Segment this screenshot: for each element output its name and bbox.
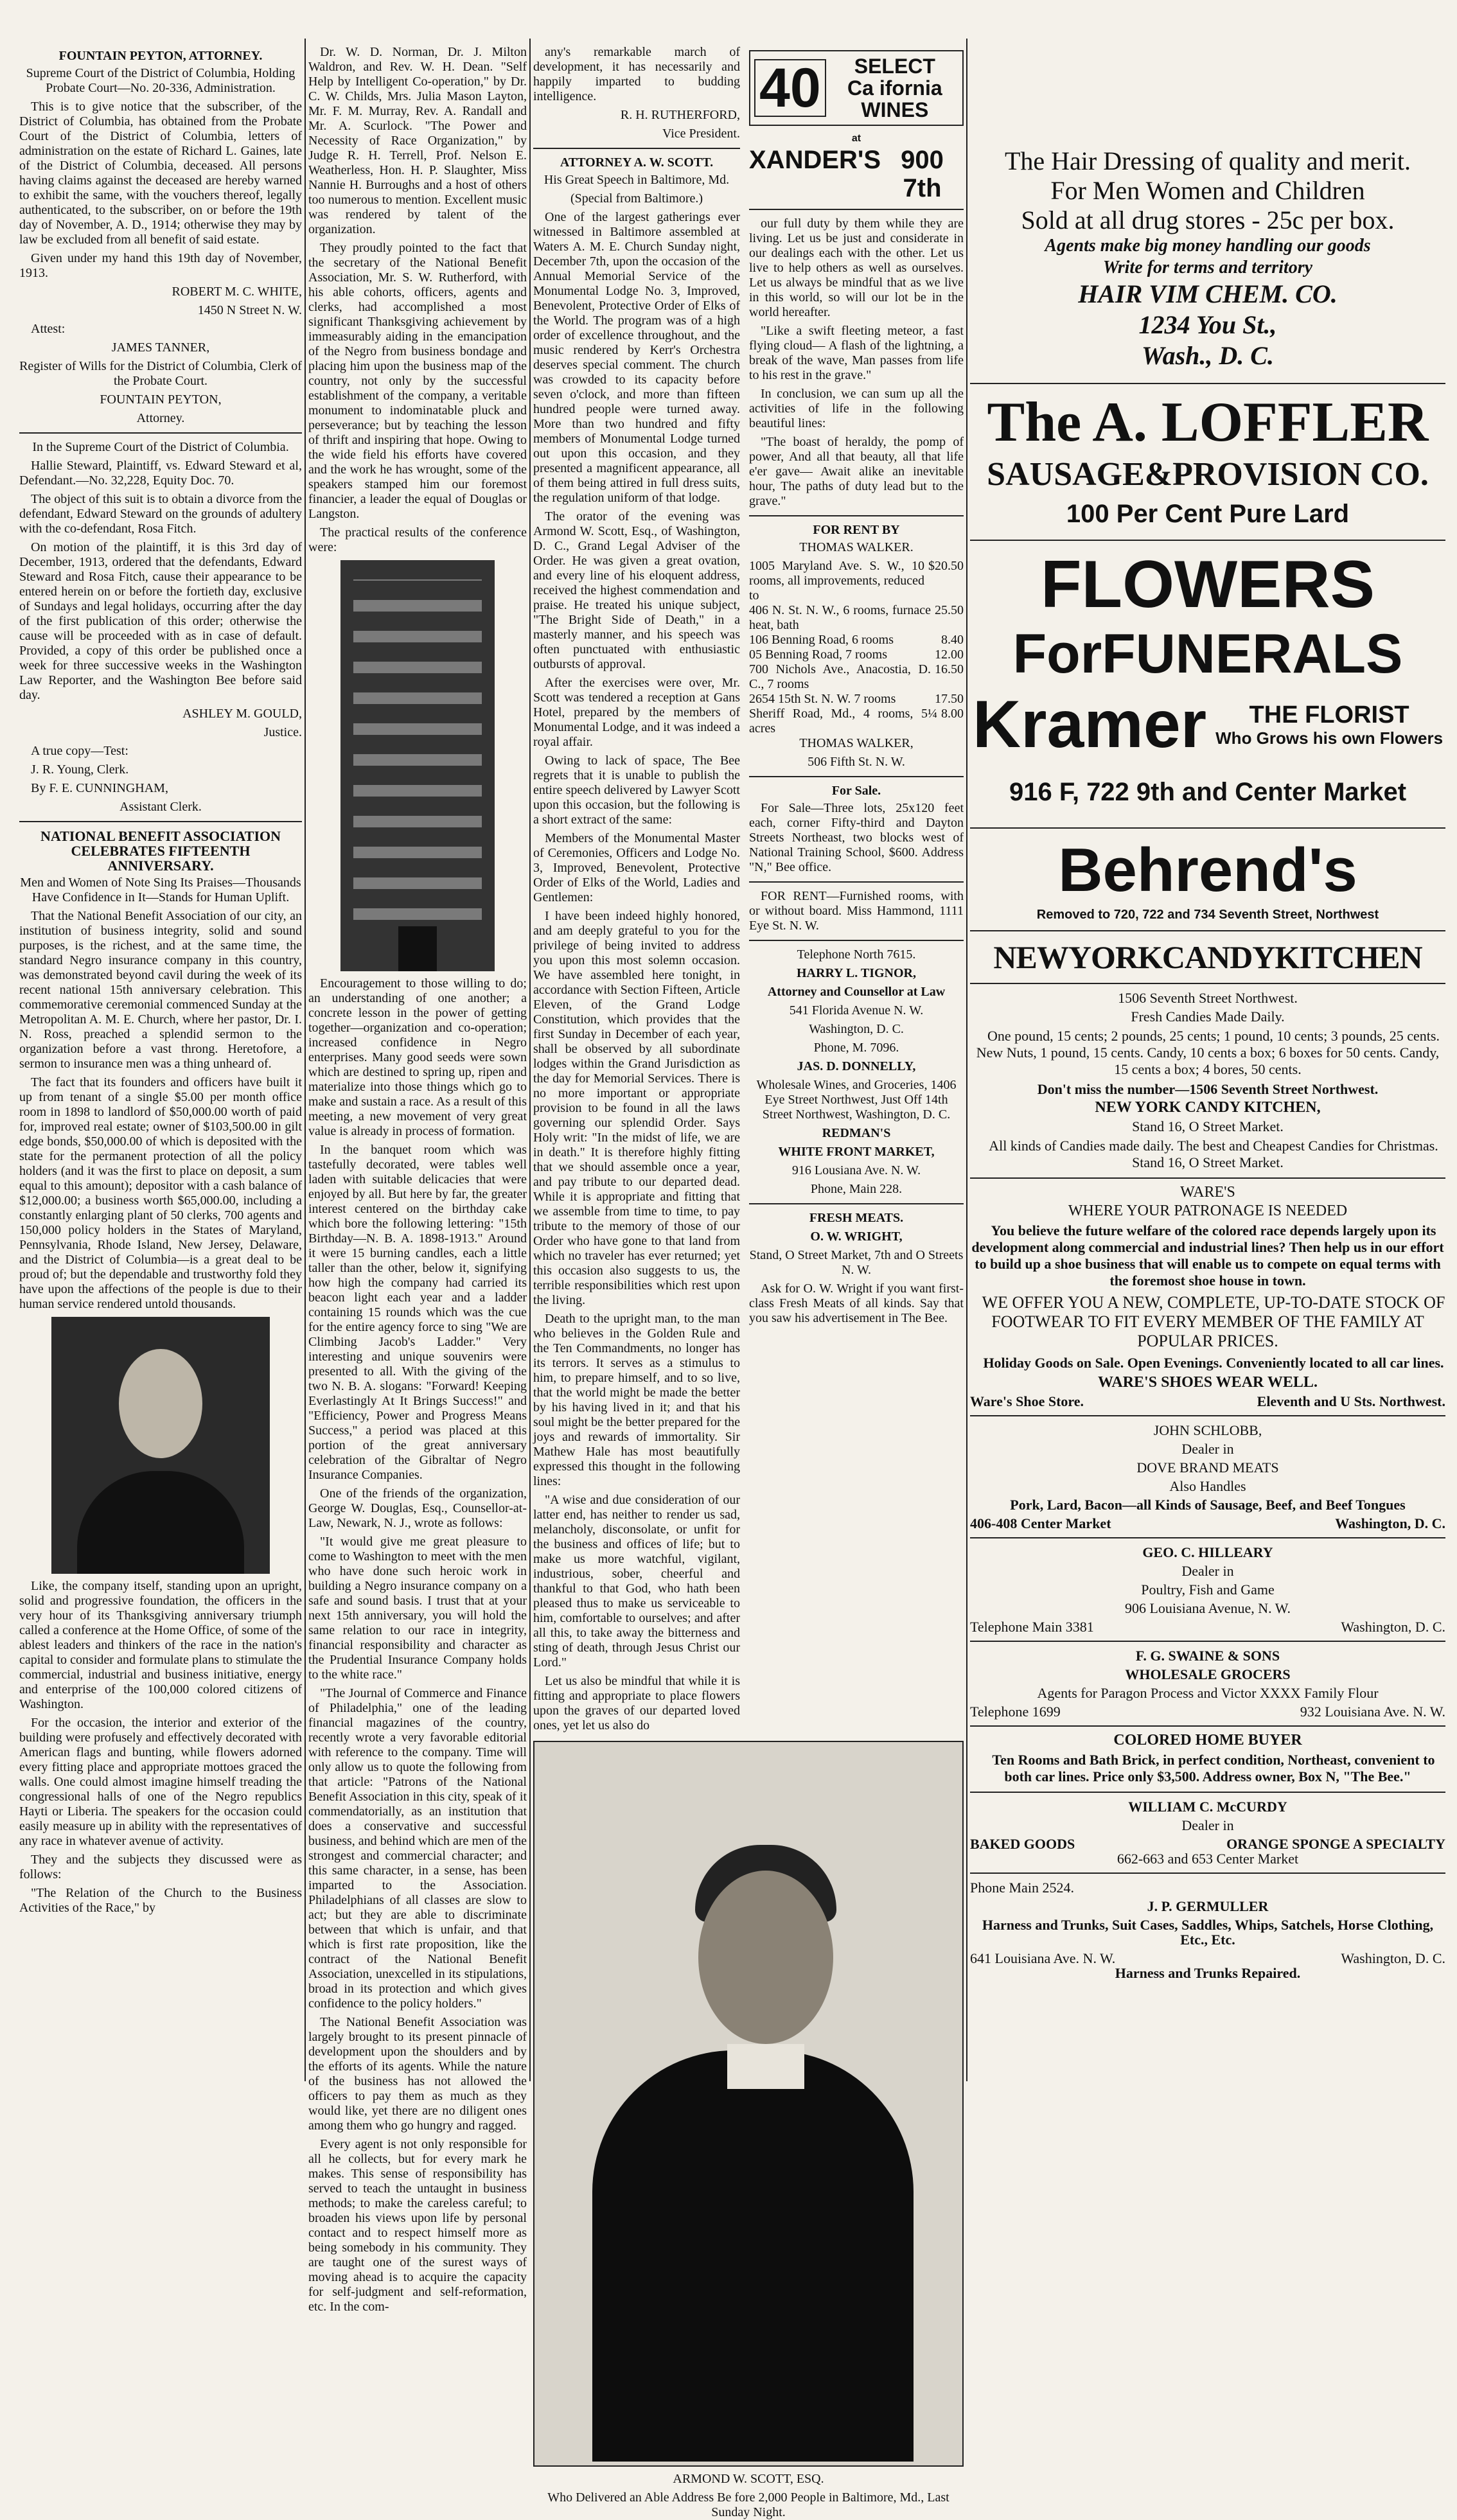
divider (970, 827, 1445, 829)
article-paragraph: They and the subjects they discussed were as follows: (19, 1853, 302, 1881)
wares-title: WARE'S (1180, 1184, 1235, 1201)
clerk-name: J. R. Young, Clerk. (31, 762, 129, 777)
attorney-name: FOUNTAIN PEYTON, (100, 392, 222, 407)
article-paragraph: For the occasion, the interior and exterior of the building were profusely and effectively decorated with American flags and bunting, while flowers adorned every fitting place and appropriate mottoes graced the walls. One could almost imagine himself treading the congressional halls of one of the Negro republics Hayti or Liberia. The speakers for the occasion could easily measure up in ability with the representatives of any race in whatever avenue of activity. (19, 1716, 302, 1848)
wares-holiday: Holiday Goods on Sale. Open Evenings. Conveniently located to all car lines. (983, 1355, 1444, 1371)
justice-name: ASHLEY M. GOULD, (182, 707, 302, 721)
wares-subtitle: WHERE YOUR PATRONAGE IS NEEDED (1068, 1203, 1348, 1219)
tignor-phone: Phone, M. 7096. (813, 1041, 899, 1055)
kramer-address: 916 F, 722 9th and Center Market (1009, 778, 1407, 806)
article-paragraph: "The Relation of the Church to the Business Activities of the Race," by (19, 1886, 302, 1915)
wine-ad-line: Ca ifornia (847, 76, 942, 100)
divider (533, 148, 740, 149)
article-paragraph: The National Benefit Association was largely brought to its present pinnacle of development upon the shoulders and by the efforts of its agents. While the nature of the business has not allowed the officers to pay them as much as they would like, yet there are no diligent ones among them who go hungry and ragged. (308, 2015, 527, 2133)
article-headline: NATIONAL BENEFIT ASSOCIATION CELEBRATES FIFTEENTH ANNIVERSARY. (40, 828, 281, 874)
rent-item (749, 559, 964, 603)
hair-ad-address: 1234 You St., (1138, 310, 1277, 339)
wine-ad (749, 50, 964, 126)
hair-ad-line: For Men Women and Children (1050, 176, 1365, 205)
tignor-city: Washington, D. C. (809, 1022, 904, 1036)
wares-store: Ware's Shoe Store. (970, 1393, 1084, 1409)
rent-landlord: THOMAS WALKER. (799, 540, 914, 554)
article-paragraph: One of the friends of the organization, George W. Douglas, Esq., Counsellor-at-Law, Newark, N. J., wrote as follows: (308, 1486, 527, 1530)
photo-caption-name: ARMOND W. SCOTT, ESQ. (673, 2472, 824, 2486)
rent-item-price: 25.50 (935, 603, 964, 617)
divider (970, 1725, 1445, 1727)
article-paragraph: Owing to lack of space, The Bee regrets that it is unable to publish the entire speech delivered by Lawyer Scott upon this occasion, but the following is a short extract of the same: (533, 753, 740, 827)
tignor-name: HARRY L. TIGNOR, (797, 966, 916, 980)
hilleary-telephone: Telephone Main 3381 (970, 1619, 1094, 1635)
mccurdy-special: ORANGE SPONGE A SPECIALTY (1226, 1836, 1445, 1852)
rent-item-price: 12.00 (935, 648, 964, 662)
candy-fresh: Fresh Candies Made Daily. (1131, 1009, 1285, 1025)
sale-heading: For Sale. (831, 784, 881, 798)
divider (970, 930, 1445, 931)
swaine-name: F. G. SWAINE & SONS (1135, 1648, 1280, 1664)
portrait-photo (51, 1317, 270, 1574)
florist-block (1215, 701, 1443, 748)
divider (970, 1415, 1445, 1416)
rent-item-text: 106 Benning Road, 6 rooms (749, 633, 894, 647)
rent-heading: FOR RENT BY (813, 523, 900, 537)
swaine-telephone: Telephone 1699 (970, 1704, 1061, 1720)
vp-name: R. H. RUTHERFORD, (620, 108, 740, 122)
attest-label: Attest: (31, 322, 66, 336)
divider (970, 1872, 1445, 1874)
column-3-upper (533, 45, 964, 1737)
column-rule (305, 39, 306, 2081)
flowers-title: FLOWERS (1041, 547, 1375, 622)
rent-item-text: 2654 15th St. N. W. 7 rooms (749, 692, 896, 706)
rent-item-price: 17.50 (935, 692, 964, 706)
redman-title: WHITE FRONT MARKET, (778, 1145, 935, 1159)
candy-address: 1506 Seventh Street Northwest. (1118, 990, 1298, 1006)
funerals-title: ForFUNERALS (1012, 623, 1403, 685)
mccurdy-address: 662-663 and 653 Center Market (1117, 1851, 1299, 1867)
mccurdy-goods: BAKED GOODS (970, 1836, 1075, 1852)
article-paragraph: Like, the company itself, standing upon an upright, solid and progressive foundation, the officers in the very hour of its Thanksgiving anniversary triumph called a conference at the Home Office, of some of the ablest leaders and thinkers of the race in the nation's capital to consider and formulate plans to stimulate the commercial, industrial and business initiative, energy and enterprise of the 100,000 colored citizens of Washington. (19, 1579, 302, 1711)
tignor-telephone: Telephone North 7615. (797, 947, 916, 962)
divider (970, 540, 1445, 541)
hilleary-address: 906 Louisiana Avenue, N. W. (1124, 1600, 1291, 1616)
legal-body: This is to give notice that the subscriber, of the District of Columbia, has obtained from the Probate Court of the District of Columbia, letters of administration on the estate of Richard L. Gaines, late of the District of Columbia, deceased. All persons having claims against the deceased are hereby warned to exhibit the same, with the vouchers thereof, legally authenticated, to the subscriber, on or before the 19th day of November, A. D., 1914; otherwise they may by law be excluded from all benefit of said estate. (19, 100, 302, 247)
sale-body: For Sale—Three lots, 25x120 feet each, corner Fifty-third and Dayton Streets Northeast, two blocks west of National Training School, $600. Address "N," Bee office. (749, 801, 964, 874)
meats-heading: FRESH MEATS. (809, 1211, 904, 1225)
schlobb-name: JOHN SCHLOBB, (1153, 1422, 1262, 1438)
attorney-title: Attorney. (136, 411, 185, 425)
furnished-rooms: FOR RENT—Furnished rooms, with or without board. Miss Hammond, 1111 Eye St. N. W. (749, 889, 964, 933)
germuller-city: Washington, D. C. (1341, 1950, 1445, 1966)
article-paragraph: In conclusion, we can sum up all the activities of life in the following beautiful lines: (749, 387, 964, 430)
building-illustration (340, 560, 495, 971)
germuller-body: Harness and Trunks, Suit Cases, Saddles, Whips, Satchels, Horse Clothing, Etc., Etc. (982, 1917, 1434, 1948)
hilleary-footer (970, 1619, 1445, 1634)
divider (19, 821, 302, 822)
swaine-title: WHOLESALE GROCERS (1125, 1666, 1291, 1682)
building-windows (353, 579, 482, 939)
divider (19, 432, 302, 434)
rent-item-text: 1005 Maryland Ave. S. W., 10 rooms, all improvements, reduced to (749, 559, 924, 603)
article-paragraph: They proudly pointed to the fact that the secretary of the National Benefit Association, Mr. S. W. Rutherford, with his able cohorts, officers, agents and clerks, had accomplished a most significant Thanksgiving achievement by immeasurably aiding in the emancipation of the Negro from business bondage and placing him upon the business map of the country, not only by the successful establishment of the company, a veritable monument to indominatable pluck and perseverance; but by teaching the lesson of thrift and inspiring that hope. Owing to the wide field his efforts have covered and the work he has wrought, some of the speakers stamped him our foremost financier, a leader the equal of Douglas or Langston. (308, 241, 527, 521)
divider (970, 383, 1445, 384)
mccurdy-name: WILLIAM C. McCURDY (1128, 1799, 1287, 1815)
wine-store-address: 900 7th (901, 146, 944, 202)
article-headline: ATTORNEY A. W. SCOTT. (560, 155, 714, 170)
candy-number: Don't miss the number—1506 Seventh Street Northwest. (1037, 1081, 1379, 1097)
column-2 (308, 45, 527, 2314)
legal-address: 1450 N Street N. W. (197, 303, 302, 317)
true-copy: A true copy—Test: (31, 744, 128, 758)
rent-item-price: 8.00 (941, 707, 964, 721)
rent-item (749, 633, 964, 648)
article-paragraph: The practical results of the conference were: (308, 525, 527, 554)
article-paragraph: After the exercises were over, Mr. Scott was tendered a reception at Gans Hotel, prepared by the members of Monumental Lodge, and it was indeed a royal affair. (533, 676, 740, 749)
loffler-title: The A. LOFFLER (987, 391, 1429, 454)
rent-item (749, 603, 964, 633)
loffler-subtitle: SAUSAGE&PROVISION CO. (987, 456, 1429, 493)
kramer-name: Kramer (972, 687, 1207, 762)
swaine-body: Agents for Paragon Process and Victor XXXX Family Flour (1037, 1685, 1379, 1701)
scott-photo-face (698, 1871, 833, 2044)
divider (749, 881, 964, 883)
candy-prices: One pound, 15 cents; 2 pounds, 25 cents; 1 pound, 10 cents; 3 pounds, 25 cents. New Nuts, 1 pound, 15 cents. Candy, 10 cents a box; 6 boxes for 50 cents. Candy, 15 cents a box; 4 bores, 50 cents. (976, 1028, 1440, 1077)
hair-ad-line: The Hair Dressing of quality and merit. (1004, 146, 1411, 175)
vp-title: Vice President. (662, 127, 740, 141)
divider (970, 1537, 1445, 1538)
case-caption: Hallie Steward, Plaintiff, vs. Edward Steward et al, Defendant.—No. 32,228, Equity Doc. 70. (19, 459, 302, 488)
article-paragraph: In the banquet room which was tastefully decorated, were tables well laden with suitable delicacies that were enjoyed by all. But here by far, the greater interest centered on the birthday cake which bore the following lettering: "15th Birthday—N. B. A. 1898-1913." Around it were 15 burning candles, each a little taller than the other, below it, signifying how high the company had carried its beacon light each year and a ladder containing 15 rounds which was the cue for the entire agency force to sing "We are Climbing Jacob's Ladder." Very interesting and unique souvenirs were presented to all. With the giving of the two N. B. A. slogans: "Forward! Keeping Everlastingly At It Brings Success!" and "Efficiency, Power and Progress Means Success," a period was placed at this portion of the great anniversary celebration of the Gibraltar of Negro Insurance Companies. (308, 1143, 527, 1482)
hilleary-city: Washington, D. C. (1341, 1619, 1445, 1635)
tignor-title: Attorney and Counsellor at Law (767, 985, 946, 999)
candy2-title: NEW YORK CANDY KITCHEN, (1095, 1099, 1321, 1116)
mccurdy-dealer: Dealer in (1181, 1817, 1234, 1833)
wares-footer (970, 1394, 1445, 1409)
justice-title: Justice. (263, 725, 302, 739)
divider (749, 515, 964, 516)
divider (749, 776, 964, 777)
case-paragraph: On motion of the plaintiff, it is this 3rd day of December, 1913, ordered that the defendants, Edward Steward and Rosa Fitch, cause their appearance to be entered herein on or before the fortieth day, exclusive of Sundays and legal holidays, occurring after the day of the first publication of this order; otherwise the cause will be proceeded with as in case of default. Provided, a copy of this order be published once a week for three successive weeks in the Washington Law Reporter, and the Washington Bee before said day. (19, 540, 302, 702)
divider (970, 983, 1445, 984)
article-paragraph: our full duty by them while they are living. Let us be just and considerate in our dealings each with the other. Let us live to help others as well as ourselves. Let us always be mindful that as we live in this world, so will our lot be in the world hereafter. (749, 216, 964, 319)
behrend-title: Behrend's (1058, 836, 1357, 904)
schlobb-footer (970, 1516, 1445, 1531)
redman-name: REDMAN'S (822, 1126, 891, 1140)
column-rule (966, 39, 967, 2081)
article-paragraph: "A wise and due consideration of our latter end, has neither to render us sad, melancholy, disconsolate, or unfit for the business and offices of life; but to make us more watchful, vigilant, industrious, sober, cheerful and thankful to that God, who hath been pleased thus to make us serviceable to him, comfortable to ourselves; and after all this, to take away the bitterness and sting of death, through Jesus Christ our Lord." (533, 1493, 740, 1670)
column-4 (970, 45, 1445, 2081)
portrait-face (119, 1349, 202, 1458)
germuller-phone: Phone Main 2524. (970, 1880, 1074, 1896)
behrend-address: Removed to 720, 722 and 734 Seventh Street, Northwest (1036, 908, 1379, 922)
loffler-lard: 100 Per Cent Pure Lard (1066, 500, 1350, 528)
rent-item (749, 662, 964, 692)
rent-address: 506 Fifth St. N. W. (808, 755, 905, 769)
article-paragraph: That the National Benefit Association of our city, an institution of business integrity, solid and sound purposes, is the richest, and at the same time, the standard Negro insurance company in this country, was demonstrated beyond cavil during the week of its recent national 15th anniversary celebration. This commemorative ceremonial commenced Sunday at the Metropolitan A. M. E. Church, where her pastor, Dr. I. N. Ross, preached a splendid sermon to the organization before a vast throng. Heretofore, a sermon to insurance men was a thing unheard of. (19, 909, 302, 1071)
hilleary-name: GEO. C. HILLEARY (1142, 1544, 1273, 1560)
hair-ad-line: Write for terms and territory (1102, 258, 1313, 278)
germuller-repaired: Harness and Trunks Repaired. (1115, 1965, 1301, 1981)
column-rule (529, 39, 531, 2081)
dateline: (Special from Baltimore.) (570, 191, 703, 206)
article-paragraph: "The Journal of Commerce and Finance of Philadelphia," one of the leading financial magazines of the country, recently wrote a very favorable editorial with reference to the company. Time will only allow us to quote the following from that article: "Patrons of the National Benefit Association in this city, speak of it commendatorially, as an institution that does a conservative and successful business, and behind which are men of the strongest and commercial character; and this same character, in a sense, has been imparted to the Association. Philadelphians of all classes are slow to act; but they are able to discriminate between that which is unfair, and that which is first rate proposition, like the contract of the National Benefit Association, unexcelled in its stipulations, broad in its protection and which gives confidence to the policy holders." (308, 1686, 527, 2011)
article-paragraph: I have been indeed highly honored, and am deeply grateful to you for the privilege of being invited to address you upon this most solemn occasion. We have assembled here tonight, in accordance with Section Fifteen, Article Eleven, of the Grand Lodge Constitution, which provides that the first Sunday in December of each year, shall be observed by all subordinate lodges within the Grand Jurisdiction as the day for Memorial Services. There is no more important or appropriate provision to be found in all the laws governing our splendid Order. Says Holy writ: "In the midst of life, we are in death." It is therefore highly fitting that we should assemble once a year, and pay tribute to our departed dead. While it is appropriate and fitting that we assemble from time to time, to pay tribute to the memory of those of our Order who have gone to that land from which no traveler has ever returned; yet this occasion also suggests to us, the terrible responsibilities which rest upon the living. (533, 909, 740, 1307)
rent-item-price: 8.40 (941, 633, 964, 647)
column-3-right (749, 45, 964, 1737)
scott-article (533, 45, 740, 1737)
article-paragraph: any's remarkable march of development, it has necessarily and happily imparted to budding intelligence. (533, 45, 740, 103)
asst-clerk-title: Assistant Clerk. (119, 800, 202, 814)
article-paragraph: Death to the upright man, to the man who believes in the Golden Rule and the Ten Commandments, no longer has its terrors. It serves as a stimulus to him, to prepare himself, and to so live, that the world might be made the better by his having lived in it; and that his soul might be the better prepared for the joys and rewards of immortality. Sir Mathew Hale has most beautifully expressed this thought in the following lines: (533, 1312, 740, 1488)
article-subhead: Men and Women of Note Sing Its Praises—Thousands Have Confidence in It—Stands for Human Uplift. (20, 876, 301, 904)
article-paragraph: The orator of the evening was Armond W. Scott, Esq., of Washington, D. C., Grand Legal Adviser of the Order. He was given a great ovation, and every line of his eloquent address, received the highest commendation and praise. He treated his unique subject, "The Bright Side of Death," in a masterly manner, and his speech was often punctuated with enthusiastic outbursts of approval. (533, 509, 740, 671)
meats-body: Ask for O. W. Wright if you want first-class Fresh Meats of all kinds. Say that you saw his advertisement in The Bee. (749, 1282, 964, 1325)
rent-item-text: Sheriff Road, Md., 4 rooms, 5¼ acres (749, 707, 937, 736)
hair-ad-city: Wash., D. C. (1142, 341, 1274, 370)
wares-location: Eleventh and U Sts. Northwest. (1257, 1393, 1445, 1409)
photo-caption-text: Who Delivered an Able Address Be fore 2,000 People in Baltimore, Md., Last Sunday Night. (547, 2490, 949, 2519)
divider (749, 940, 964, 941)
mccurdy-row (970, 1837, 1445, 1851)
building-door (398, 926, 437, 971)
hair-ad-company: HAIR VIM CHEM. CO. (1078, 279, 1338, 308)
wine-ad-line: WINES (861, 98, 929, 121)
legal-court: Supreme Court of the District of Columbia, Holding Probate Court—No. 20-336, Administration. (26, 66, 296, 95)
column-1 (19, 45, 302, 2081)
swaine-address: 932 Louisiana Ave. N. W. (1300, 1704, 1445, 1720)
meats-address: Stand, O Street Market, 7th and O Streets N. W. (749, 1248, 964, 1277)
meats-name: O. W. WRIGHT, (810, 1229, 903, 1244)
divider (749, 1203, 964, 1204)
article-paragraph: One of the largest gatherings ever witnessed in Baltimore assembled at Waters A. M. E. Church Sunday night, December 7th, upon the occasion of the Annual Memorial Service of the Monumental Lodge No. 3, Improved, Benevolent, Protective Order of Elks of the World. The program was of a high order of excellence throughout, and the music rendered by Kerr's Orchestra deserves special comment. The church was crowded to its capacity before seven o'clock, and more than fifteen hundred people were turned away. More than two hundred and fifty members of Monumental Lodge turned out upon this occasion, and they presented a magnificent appearance, all of them being attired in full dress suits, the regulation uniform of that lodge. (533, 210, 740, 505)
wine-ad-number: 40 (754, 59, 826, 117)
wine-ad-store (749, 146, 964, 202)
poem: "The boast of heraldy, the pomp of power, And all that beauty, all that life e'er gave— Await alike an inevitable hour, The paths of duty lead but to the grave." (749, 435, 964, 508)
redman-address: 916 Lousiana Ave. N. W. (791, 1163, 921, 1177)
buyer-body: Ten Rooms and Bath Brick, in perfect condition, Northeast, convenient to both car lines. Price only $3,500. Address owner, Box N, "The Bee." (992, 1752, 1435, 1784)
article-paragraph: "It would give me great pleasure to come to Washington to meet with the men who have done such heroic work in building a Negro insurance company on a safe and sound basis. I trust that at your next 15th anniversary, you will hold the same relation to our race in integrity, financial responsibility and character as the Prudential Insurance Company holds to the white race." (308, 1535, 527, 1682)
article-paragraph: Every agent is not only responsible for all he collects, but for every mark he makes. This sense of responsibility has served to teach the untaught in business methods; to make the careless careful; to broaden his views upon life by personal contact and to respect himself more as being somebody in his community. They are taught one of the surest ways of moving ahead is to acquire the capacity for self-judgment and self-reformation, etc. In the com- (308, 2137, 527, 2314)
rent-item (749, 707, 964, 736)
florist-subtitle: Who Grows his own Flowers (1215, 728, 1444, 748)
candy2-body: All kinds of Candies made daily. The best and Cheapest Candies for Christmas. Stand 16, O Street Market. (989, 1138, 1438, 1170)
hair-ad-line: Agents make big money handling our goods (1045, 236, 1371, 256)
article-subhead: His Great Speech in Baltimore, Md. (543, 173, 730, 187)
wine-ad-line: SELECT (854, 55, 935, 78)
rent-signature: THOMAS WALKER, (799, 736, 914, 750)
register-name: JAMES TANNER, (111, 340, 210, 355)
schlobb-city: Washington, D. C. (1335, 1515, 1445, 1531)
legal-given: Given under my hand this 19th day of November, 1913. (19, 251, 302, 280)
rent-item-text: 406 N. St. N. W., 6 rooms, furnace heat, bath (749, 603, 931, 632)
article-paragraph: Let us also be mindful that while it is fitting and appropriate to place flowers upon the graves of our departed loved ones, yet let us also do (533, 1674, 740, 1732)
rent-item-price: 16.50 (935, 662, 964, 676)
column-3 (533, 45, 964, 2519)
court-heading: In the Supreme Court of the District of Columbia. (32, 440, 289, 454)
rent-list (749, 559, 964, 736)
candy2-stand: Stand 16, O Street Market. (1132, 1118, 1284, 1134)
donnelly-body: Wholesale Wines, and Groceries, 1406 Eye Street Northwest, Just Off 14th Street Northwest, Washington, D. C. (756, 1078, 957, 1122)
wares-slogan: WARE'S SHOES WEAR WELL. (1098, 1374, 1318, 1391)
legal-signature: ROBERT M. C. WHITE, (172, 285, 302, 299)
tignor-address: 541 Florida Avenue N. W. (789, 1003, 924, 1018)
register-title: Register of Wills for the District of Columbia, Clerk of the Probate Court. (19, 359, 302, 388)
asst-clerk-name: By F. E. CUNNINGHAM, (31, 781, 168, 795)
schlobb-brand: DOVE BRAND MEATS (1136, 1459, 1279, 1476)
wine-ad-at: at (851, 133, 861, 144)
germuller-name: J. P. GERMULLER (1147, 1898, 1269, 1914)
poem: "Like a swift fleeting meteor, a fast flying cloud— A flash of the lightning, a break of the wave, Man passes from life to his rest in the grave." (749, 324, 964, 382)
hilleary-dealer: Dealer in (1181, 1563, 1234, 1579)
swaine-footer (970, 1704, 1445, 1719)
portrait-shoulders (77, 1471, 244, 1574)
kramer-row (970, 686, 1445, 763)
rent-item (749, 648, 964, 662)
schlobb-dealer: Dealer in (1181, 1441, 1234, 1457)
wine-ad-text (831, 55, 958, 121)
hair-ad-line: Sold at all drug stores - 25c per box. (1021, 206, 1395, 234)
wares-offer: WE OFFER YOU A NEW, COMPLETE, UP-TO-DATE STOCK OF FOOTWEAR TO FIT EVERY MEMBER OF THE FAMILY AT POPULAR PRICES. (982, 1293, 1445, 1350)
divider (970, 1792, 1445, 1793)
schlobb-body: Pork, Lard, Bacon—all Kinds of Sausage, Beef, and Beef Tongues (1010, 1497, 1406, 1513)
legal-notice-title: FOUNTAIN PEYTON, ATTORNEY. (58, 49, 263, 63)
article-paragraph: Dr. W. D. Norman, Dr. J. Milton Waldron, and Rev. W. H. Dean. "Self Help by Intelligent Co-operation," by Dr. C. W. Childs, Mrs. Julia Mason Layton, Mr. F. M. Murray, Rev. A. Randall and Mr. A. Scurlock. "The Power and Necessity of Race Organization," by Judge R. H. Terrell, Prof. Nelson E. Weatherless, Hon. H. P. Slaughter, Miss Nannie H. Burroughs and a host of others too numerous to mention. Excellent music was rendered by talent of the organization. (308, 45, 527, 236)
wine-store-name: XANDER'S (749, 146, 881, 174)
scott-photo (533, 1741, 964, 2467)
divider (970, 1641, 1445, 1642)
germuller-address: 641 Louisiana Ave. N. W. (970, 1950, 1116, 1966)
rent-item-text: 05 Benning Road, 7 rooms (749, 648, 887, 662)
rent-item-price: $20.50 (928, 559, 964, 573)
scott-photo-body (592, 2050, 914, 2462)
hair-vim-ad (970, 141, 1445, 376)
florist-title: THE FLORIST (1249, 701, 1409, 728)
divider (749, 209, 964, 210)
redman-phone: Phone, Main 228. (810, 1182, 903, 1196)
rent-item-text: 700 Nichols Ave., Anacostia, D. C., 7 rooms (749, 662, 931, 691)
schlobb-also: Also Handles (1169, 1478, 1246, 1494)
hilleary-body: Poultry, Fish and Game (1141, 1582, 1275, 1598)
candy-title: NEWYORKCANDYKITCHEN (993, 939, 1422, 975)
schlobb-address: 406-408 Center Market (970, 1515, 1111, 1531)
divider (970, 1177, 1445, 1179)
donnelly-name: JAS. D. DONNELLY, (797, 1059, 916, 1073)
buyer-heading: COLORED HOME BUYER (1113, 1732, 1302, 1749)
germuller-footer (970, 1951, 1445, 1966)
article-paragraph: Members of the Monumental Master of Ceremonies, Officers and Lodge No. 3, Improved, Benevolent, Protective Order of Elks of the World, Ladies and Gentlemen: (533, 831, 740, 904)
article-paragraph: The fact that its founders and officers have built it up from tenant of a single $5.00 per month office room in 1898 to landlord of $50,000.00 worth of paid for, improved real estate; owner of $103,500.00 in gilt edge bonds, $50,000.00 of which is deposited with the state for the permanent protection of all the policy holders (and it was the first to place on deposit, a sum equal to this amount); depositor with a cash balance of $12,000.00; a business worth $65,000.00, including a constantly enlarging plant of 50 clerks, 700 agents and 150,000 policy holders in the States of Maryland, Pennsylvania, Rhode Island, New Jersey, Delaware, and the District of Columbia—is a great deal to be proud of; but the dependable and trustworthy fold they have upon the affections of the people is due to their human service rendered untold thousands. (19, 1075, 302, 1311)
case-paragraph: The object of this suit is to obtain a divorce from the defendant, Edward Steward on the grounds of adultery with the co-defendant, Rosa Fitch. (19, 492, 302, 536)
rent-item (749, 692, 964, 707)
scott-photo-collar (727, 2044, 804, 2089)
wares-body: You believe the future welfare of the colored race depends largely upon its development along commercial and industrial lines? Then help us in our effort to build up a shoe business that will enable us to compete on equal terms with the foremost shoe house in town. (971, 1222, 1444, 1289)
article-paragraph: Encouragement to those willing to do; an understanding of one another; a concrete lesson in the power of getting together—organization and co-operation; increased confidence in Negro enterprises. Many good seeds were sown which are destined to spring up, ripen and materialize into those things which go to make and sustain a race. As a result of this meeting, a new movement of very great value is already in process of formation. (308, 976, 527, 1138)
